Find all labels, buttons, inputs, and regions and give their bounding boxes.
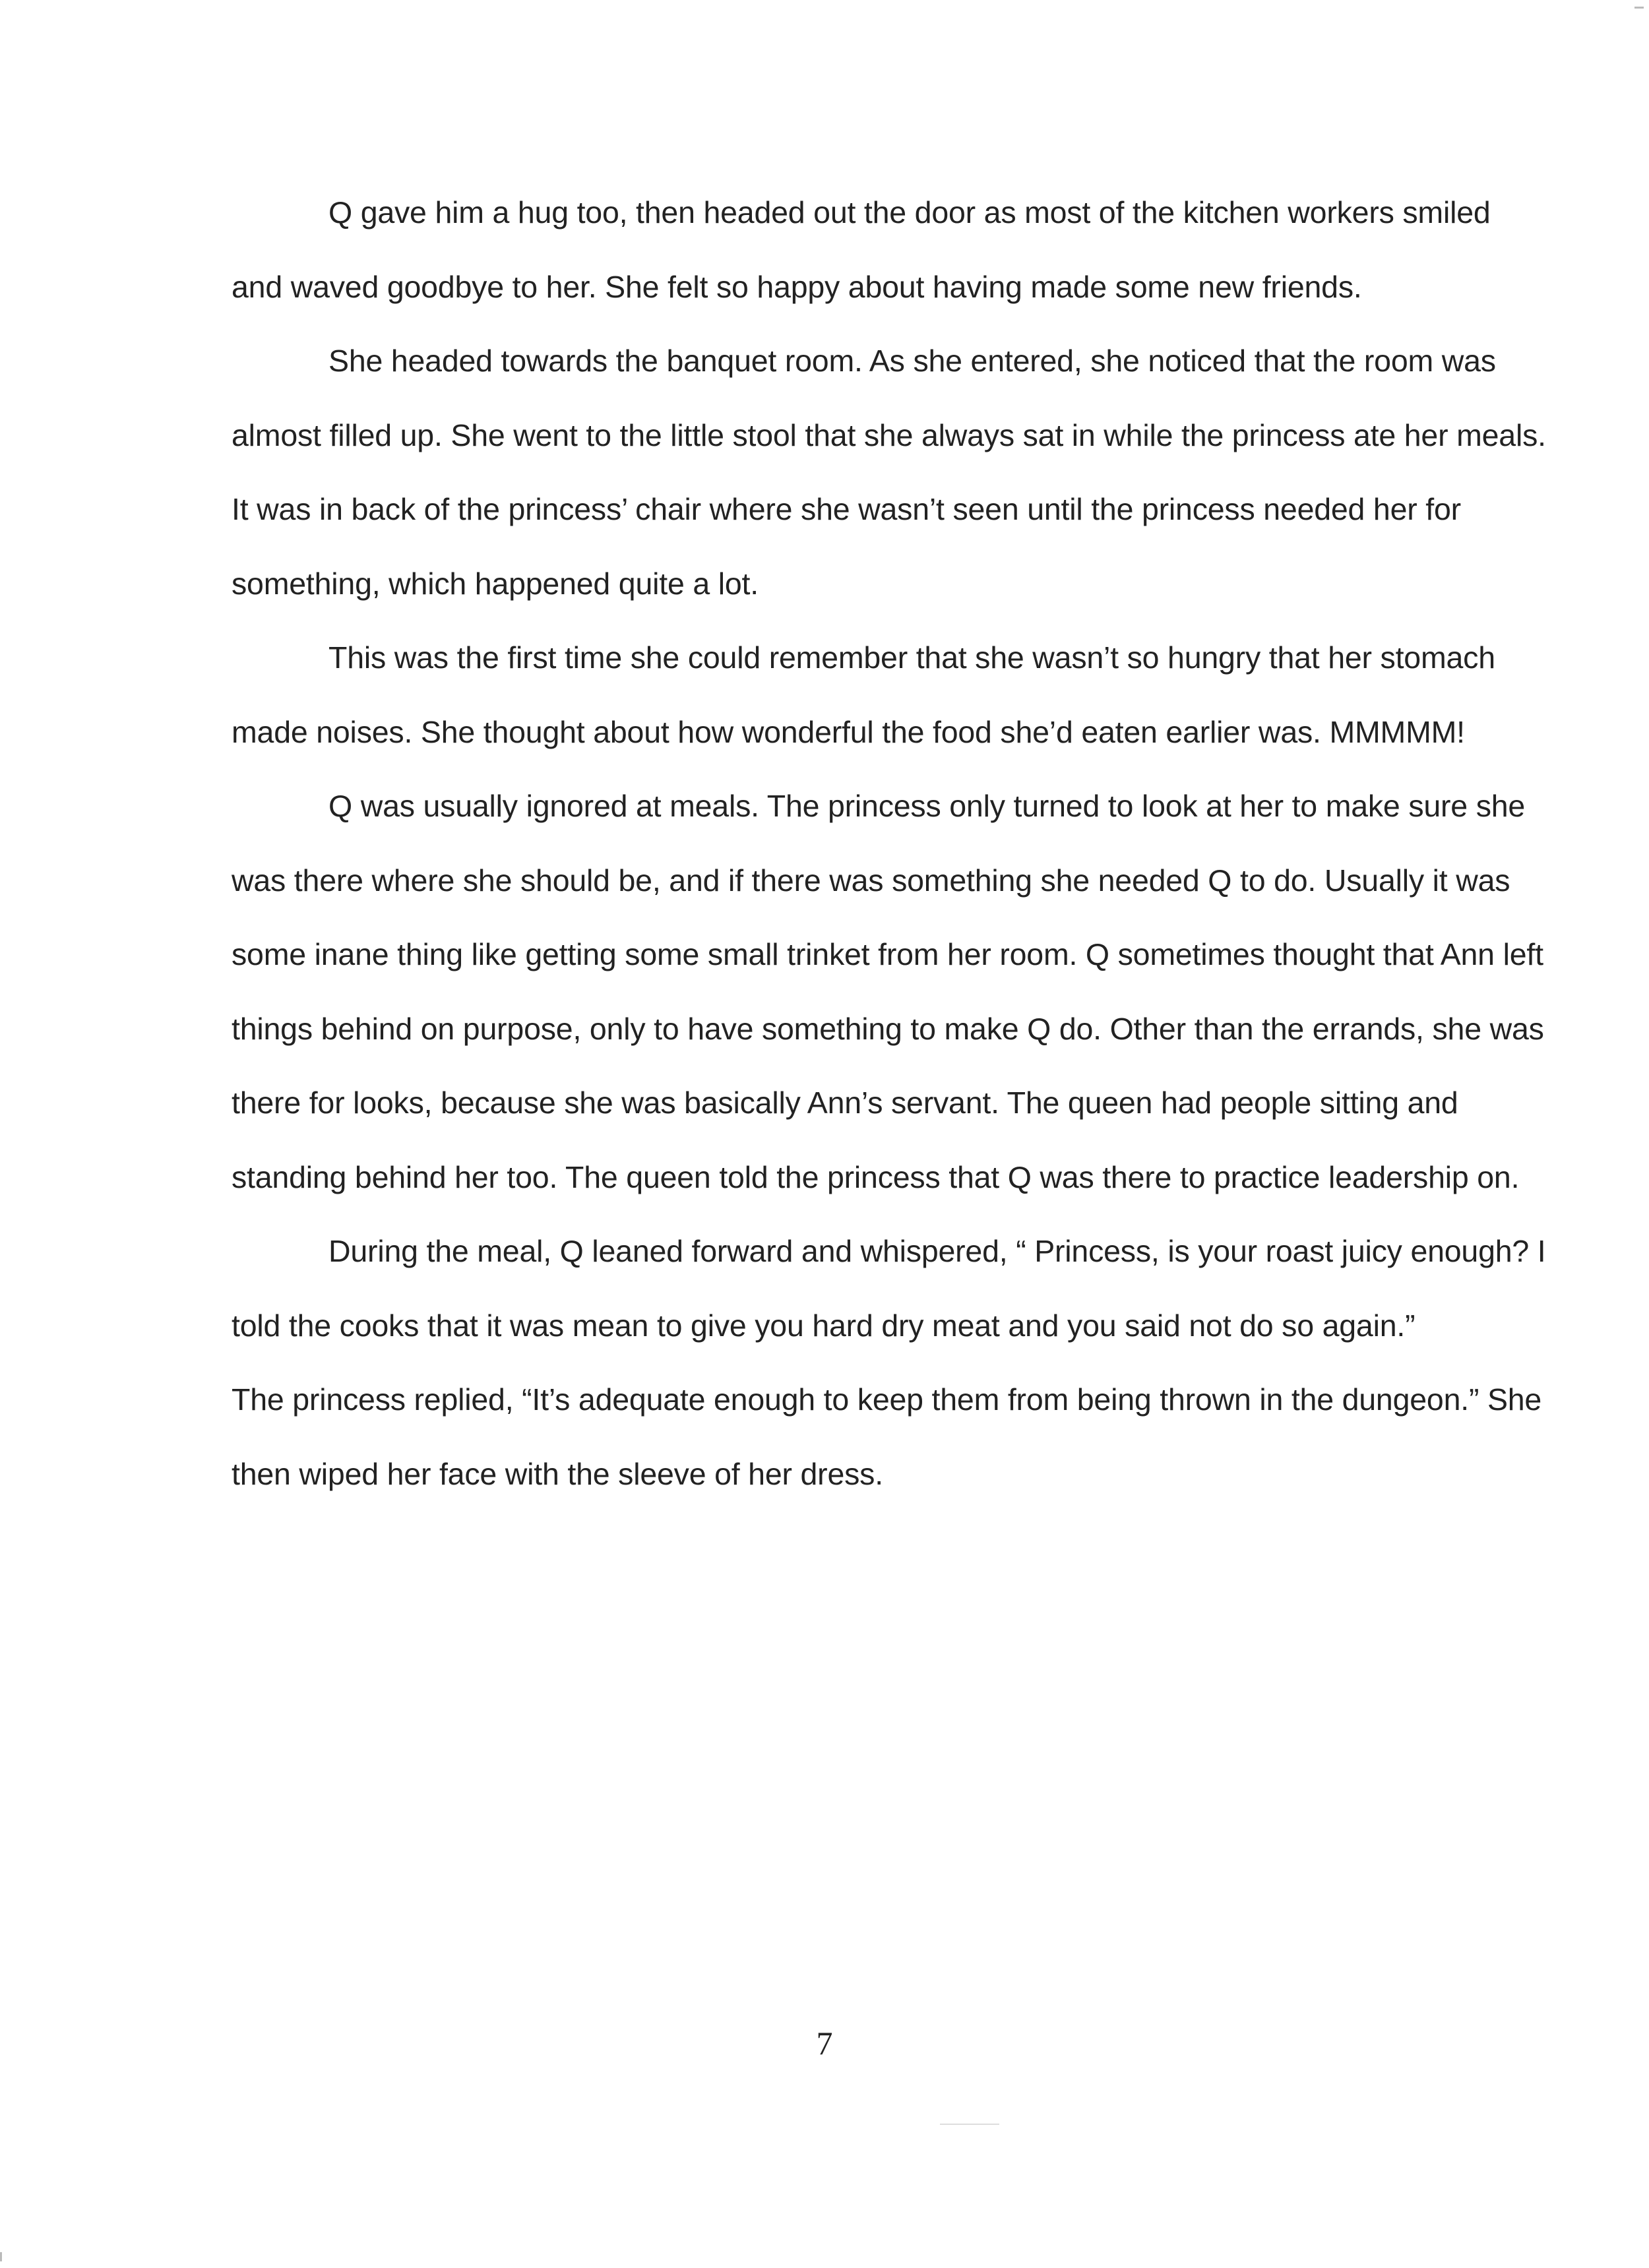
paragraph: Q was usually ignored at meals. The princess only turned to look at her to make sure she was there where she should be, and if there was something she needed Q to do. Usually it was some inane thing like getting some small trinket from her room. Q sometimes thought that Ann left things behind on purpose, only to have something to make Q do. Other than the errands, she was there for looks, because she was basically Ann’s servant. The queen had people sitting and standing behind her too. The queen told the princess that Q was there to practice leadership on. — [232, 789, 1544, 1194]
paragraph: She headed towards the banquet room. As she entered, she noticed that the room was almost filled up. She went to the little stool that she always sat in while the princess ate her meals. It was in back of the princess’ chair where she wasn’t seen until the princess needed her for something, which happened quite a lot. — [232, 344, 1546, 601]
paragraph: During the meal, Q leaned forward and whispered, “ Princess, is your roast juicy enough? I told the cooks that it was mean to give you hard dry meat and you said not do so again.” — [232, 1234, 1546, 1343]
page-number: 7 — [816, 2025, 833, 2062]
body-text — [232, 175, 1547, 1511]
scan-mark-top-right — [1634, 7, 1644, 9]
paragraph: Q gave him a hug too, then headed out the door as most of the kitchen workers smiled and waved goodbye to her. She felt so happy about having made some new friends. — [232, 195, 1491, 304]
paragraph: This was the first time she could remember that she wasn’t so hungry that her stomach made noises. She thought about how wonderful the food she’d eaten earlier was. MMMMM! — [232, 640, 1495, 749]
paragraph: The princess replied, “It’s adequate enough to keep them from being thrown in the dungeon.” She then wiped her face with the sleeve of her dress. — [232, 1382, 1542, 1491]
scan-mark-bottom-left — [0, 2252, 2, 2261]
scan-mark-bottom-line — [940, 2124, 999, 2125]
